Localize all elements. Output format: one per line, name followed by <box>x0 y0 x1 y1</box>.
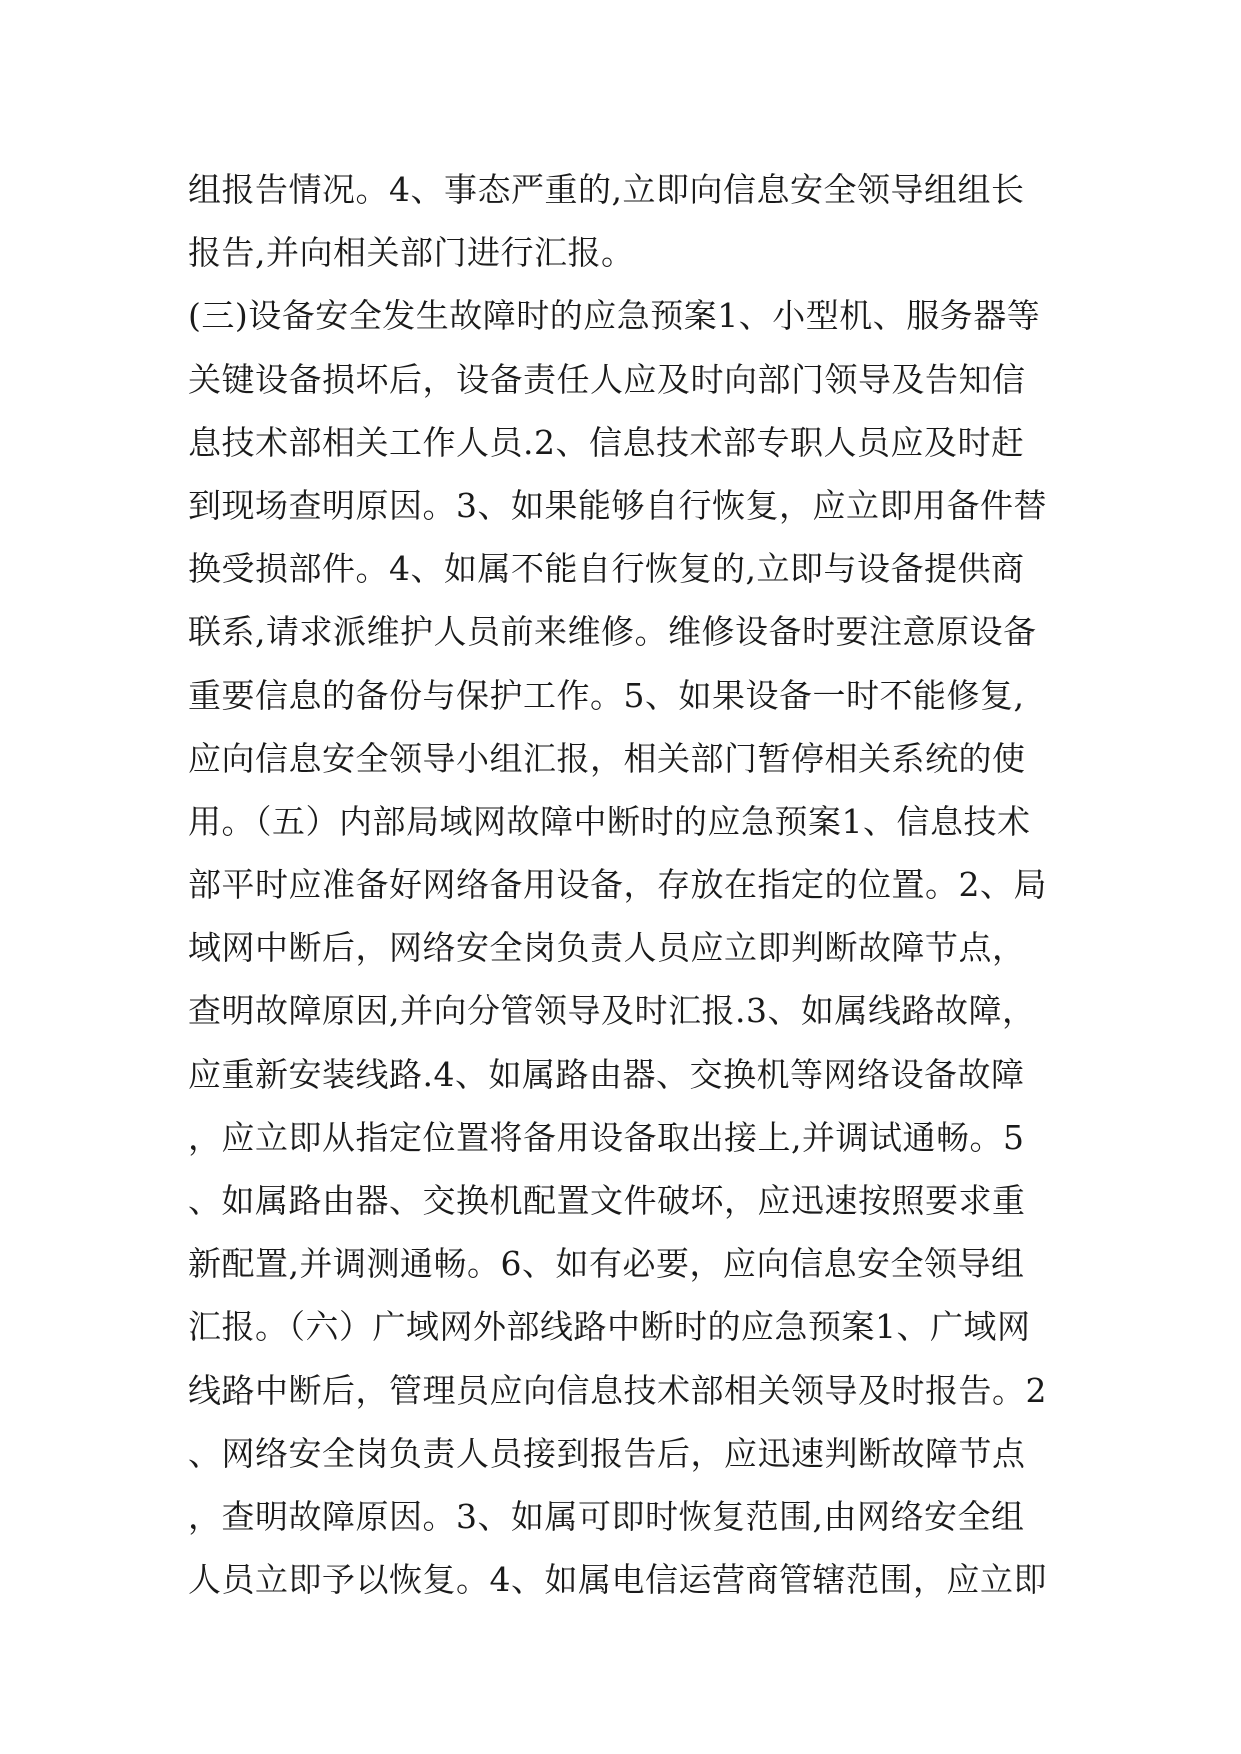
text-line: (三)设备安全发生故障时的应急预案1、小型机、服务器等 <box>188 296 1041 336</box>
text-line: ，查明故障原因。3、如属可即时恢复范围,由网络安全组 <box>188 1496 1025 1536</box>
text-line: 域网中断后，网络安全岗负责人员应立即判断故障节点， <box>188 928 1026 968</box>
text-line: 查明故障原因,并向分管领导及时汇报.3、如属线路故障， <box>188 991 1036 1031</box>
text-line: 用。（五）内部局域网故障中断时的应急预案1、信息技术 <box>188 801 1031 841</box>
text-line: 、如属路由器、交换机配置文件破坏，应迅速按照要求重 <box>188 1181 1026 1220</box>
text-line: 应重新安装线路.4、如属路由器、交换机等网络设备故障 <box>188 1054 1025 1094</box>
text-line: 息技术部相关工作人员.2、信息技术部专职人员应及时赶 <box>188 422 1025 462</box>
text-line: 联系,请求派维护人员前来维修。维修设备时要注意原设备 <box>188 612 1037 652</box>
text-line: ，应立即从指定位置将备用设备取出接上,并调试通畅。5 <box>188 1117 1025 1157</box>
text-line: 部平时应准备好网络备用设备，存放在指定的位置。2、局 <box>188 865 1047 905</box>
text-line: 报告,并向相关部门进行汇报。 <box>188 233 635 273</box>
text-line: 新配置,并调测通畅。6、如有必要，应向信息安全领导组 <box>188 1244 1025 1284</box>
text-line: 汇报。（六）广域网外部线路中断时的应急预案1、广域网 <box>188 1307 1031 1347</box>
body-text <box>188 158 1068 1611</box>
text-line: 线路中断后，管理员应向信息技术部相关领导及时报告。2 <box>188 1370 1047 1410</box>
text-line: 到现场查明原因。3、如果能够自行恢复，应立即用备件替 <box>188 485 1047 525</box>
text-line: 应向信息安全领导小组汇报，相关部门暂停相关系统的使 <box>188 738 1026 778</box>
text-line: 人员立即予以恢复。4、如属电信运营商管辖范围，应立即 <box>188 1560 1047 1600</box>
text-line: 组报告情况。4、事态严重的,立即向信息安全领导组组长 <box>188 170 1025 209</box>
text-line: 重要信息的备份与保护工作。5、如果设备一时不能修复, <box>188 675 1025 715</box>
text-line: 关键设备损坏后，设备责任人应及时向部门领导及告知信 <box>188 359 1026 399</box>
text-line: 、网络安全岗负责人员接到报告后，应迅速判断故障节点 <box>188 1433 1026 1473</box>
text-line: 换受损部件。4、如属不能自行恢复的,立即与设备提供商 <box>188 549 1025 589</box>
